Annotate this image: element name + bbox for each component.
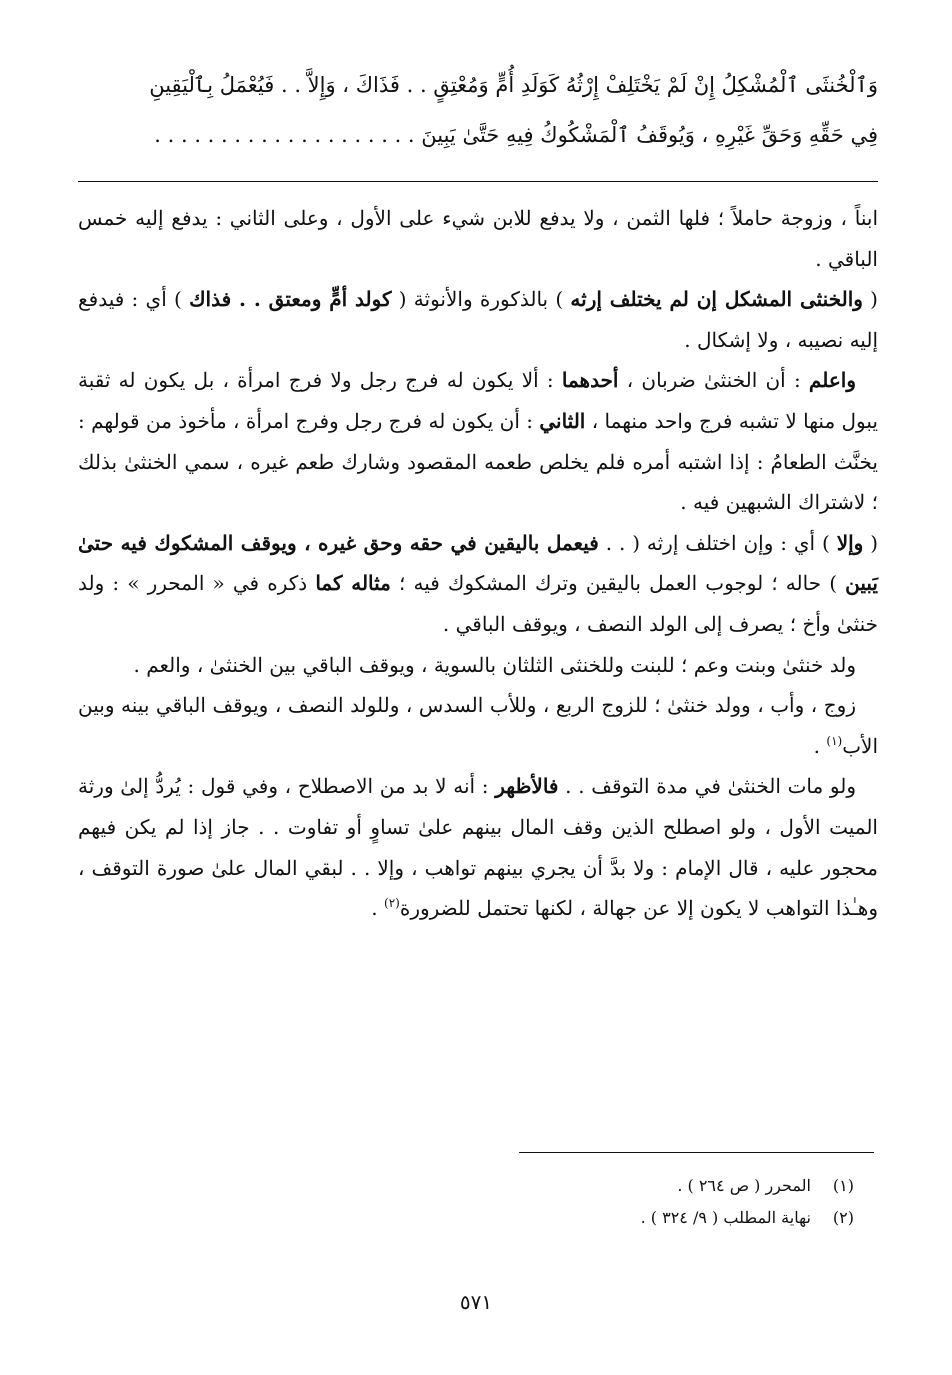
footnote-item (154, 1170, 854, 1202)
emphasis-text: مثاله كما (315, 571, 391, 596)
footnote-item (154, 1202, 854, 1234)
main-text-line: فِي حَقِّهِ وَحَقِّ غَيْرِهِ ، وَيُوقَفُ ٱلْمَشْكُوكُ فِيهِ حَتَّىٰ يَبِينَ . . . . . . . . . . . . . . . . . . . . (154, 123, 878, 147)
paragraph-text: ) أي : فيدفع إليه نصيبه ، ولا إشكال . (78, 287, 878, 352)
emphasis-text: واعلم (808, 368, 856, 393)
commentary-paragraph (78, 685, 878, 766)
paragraph-text: ) بالذكورة والأنوثة ( (391, 287, 571, 312)
commentary-paragraph (78, 360, 878, 522)
commentary-paragraph (78, 766, 878, 928)
paragraph-text: ذكره في « المحرر » : ولد خنثىٰ وأخ ؛ يصرف إلى الولد النصف ، ويوقف الباقي . (78, 571, 878, 636)
emphasis-text: أحدهما (561, 368, 619, 393)
emphasis-text: فالأظهر (495, 774, 559, 799)
paragraph-text: ) أي : وإن اختلف إرثه ( . . (598, 530, 837, 555)
paragraph-text: : أن يكون له فرج رجل وفرج امرأة ، مأخوذ من قولهم : يخنَّث الطعامُ : إذا اشتبه أمره فلم يخلص طعمه المقصود وشارك طعم غيره ، سمي الخنثىٰ بذلك ؛ لاشتراك الشبهين فيه . (78, 408, 878, 515)
commentary-paragraph (78, 645, 878, 686)
quoted-main-text: والخنثى المشكل إن لم يختلف إرثه (570, 287, 863, 312)
main-text-block (78, 60, 878, 160)
quoted-main-text: كولد أمٍّ ومعتق . . فذاك (189, 287, 392, 312)
emphasis-text: الثاني (539, 408, 586, 433)
commentary-paragraph (78, 198, 878, 279)
quoted-main-text: وإلا (836, 530, 864, 555)
main-text-divider (78, 181, 878, 182)
main-text-line: وَٱلْخُنثَى ٱلْمُشْكِلُ إِنْ لَمْ يَخْتَلِفْ إِرْثُهُ كَوَلَدِ أُمٍّ وَمُعْتِقٍ . . فَذَاكَ ، وَإِلاَّ . . فَيُعْمَلُ بِٱلْيَقِينِ (149, 73, 878, 97)
commentary-paragraph (78, 523, 878, 645)
paragraph-text: زوج ، وأب ، وولد خنثىٰ ؛ للزوج الربع ، وللأب السدس ، وللولد النصف ، ويوقف الباقي بينه وبين الأب (78, 693, 878, 758)
footnote-number: (٢) (832, 1208, 854, 1227)
paragraph-text: ولد خنثىٰ وبنت وعم ؛ للبنت وللخنثى الثلثان بالسوية ، ويوقف الباقي بين الخنثىٰ ، والعم . (133, 652, 856, 677)
footnote-text: نهاية المطلب ( ٩/ ٣٢٤ ) . (640, 1208, 811, 1227)
paragraph-text: : ألا يكون له فرج رجل ولا فرج امرأة ، بل يكون له ثقبة يبول منها لا تشبه فرج واحد منهما ، (78, 368, 878, 433)
paragraph-text: ولو مات الخنثىٰ في مدة التوقف . . (558, 774, 857, 799)
footnote-reference[interactable]: (١) (826, 733, 843, 748)
paragraph-text: ( (863, 530, 879, 555)
commentary-paragraph (78, 279, 878, 360)
footnote-reference[interactable]: (٢) (384, 896, 400, 911)
footnote-number: (١) (832, 1176, 854, 1195)
paragraph-text: : أنه لا بد من الاصطلاح ، وفي قول : يُردُّ إلىٰ ورثة الميت الأول ، ولو اصطلح الذين وقف المال بينهم علىٰ تساوٍ أو تفاوت . . جاز إذا لم يكن فيهم محجور عليه ، قال الإمام : ولا بدَّ أن يجري بينهم تواهب ، وإلا . . لبقي المال علىٰ صورة التوقف ، وهـٰذا التواهب لا يكون إلا عن جهالة ، لكنها تحتمل للضرورة (78, 774, 878, 921)
paragraph-text: ( (862, 287, 878, 312)
paragraph-text: ) حاله ؛ لوجوب العمل باليقين وترك المشكوك فيه ؛ (390, 571, 846, 596)
paragraph-text: : أن الخنثىٰ ضربان ، (618, 368, 809, 393)
paragraph-text: . (813, 733, 827, 758)
footnotes-block (154, 1170, 854, 1234)
quoted-main-text: فيعمل باليقين في حقه وحق غيره ، ويوقف المشكوك فيه حتىٰ يَبين (78, 530, 879, 596)
commentary-block (78, 198, 878, 929)
paragraph-text: ابناً ، وزوجة حاملاً ؛ فلها الثمن ، ولا يدفع للابن شيء على الأول ، وعلى الثاني : يدفع إليه خمس الباقي . (78, 206, 878, 271)
page-number: ٥٧١ (459, 1290, 493, 1314)
footnote-divider (519, 1152, 874, 1153)
footnote-text: المحرر ( ص ٢٦٤ ) . (677, 1176, 811, 1195)
paragraph-text: . (371, 896, 385, 921)
